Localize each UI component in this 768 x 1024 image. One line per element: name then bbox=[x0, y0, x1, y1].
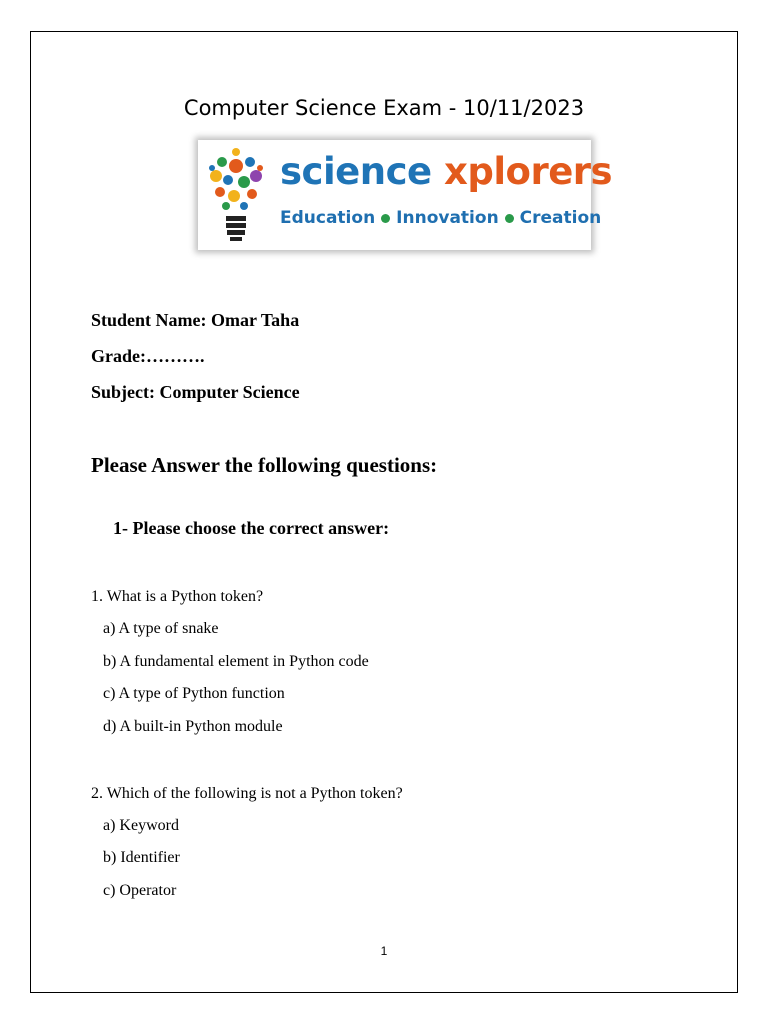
answer-option: d) A built-in Python module bbox=[103, 718, 283, 735]
logo-tag-innovation: Innovation bbox=[396, 208, 499, 228]
logo-word-xplorers: xplorers bbox=[444, 150, 613, 193]
page-title: Computer Science Exam - 10/11/2023 bbox=[183, 96, 585, 120]
question-text: 2. Which of the following is not a Python token? bbox=[91, 785, 403, 802]
science-xplorers-logo bbox=[198, 140, 613, 250]
logo-tagline bbox=[280, 208, 601, 228]
instructions-heading: Please Answer the following questions: bbox=[91, 453, 438, 477]
lightbulb-icon bbox=[198, 140, 278, 250]
answer-option: a) A type of snake bbox=[103, 620, 219, 637]
student-grade: Grade:………. bbox=[91, 346, 205, 366]
logo-tag-creation: Creation bbox=[519, 208, 602, 228]
question-text: 1. What is a Python token? bbox=[91, 588, 264, 605]
answer-option: c) A type of Python function bbox=[103, 685, 285, 702]
student-subject: Subject: Computer Science bbox=[91, 382, 300, 402]
logo-wordmark bbox=[280, 150, 612, 193]
logo-word-science: science bbox=[280, 150, 432, 193]
page-number: 1 bbox=[380, 944, 388, 958]
section-heading: 1- Please choose the correct answer: bbox=[113, 518, 390, 538]
dot-icon bbox=[381, 214, 390, 223]
logo-tag-education: Education bbox=[280, 208, 376, 228]
dot-icon bbox=[505, 214, 514, 223]
student-name: Student Name: Omar Taha bbox=[91, 310, 300, 330]
answer-option: b) Identifier bbox=[103, 849, 180, 866]
answer-option: b) A fundamental element in Python code bbox=[103, 653, 369, 670]
answer-option: c) Operator bbox=[103, 882, 177, 899]
answer-option: a) Keyword bbox=[103, 817, 179, 834]
